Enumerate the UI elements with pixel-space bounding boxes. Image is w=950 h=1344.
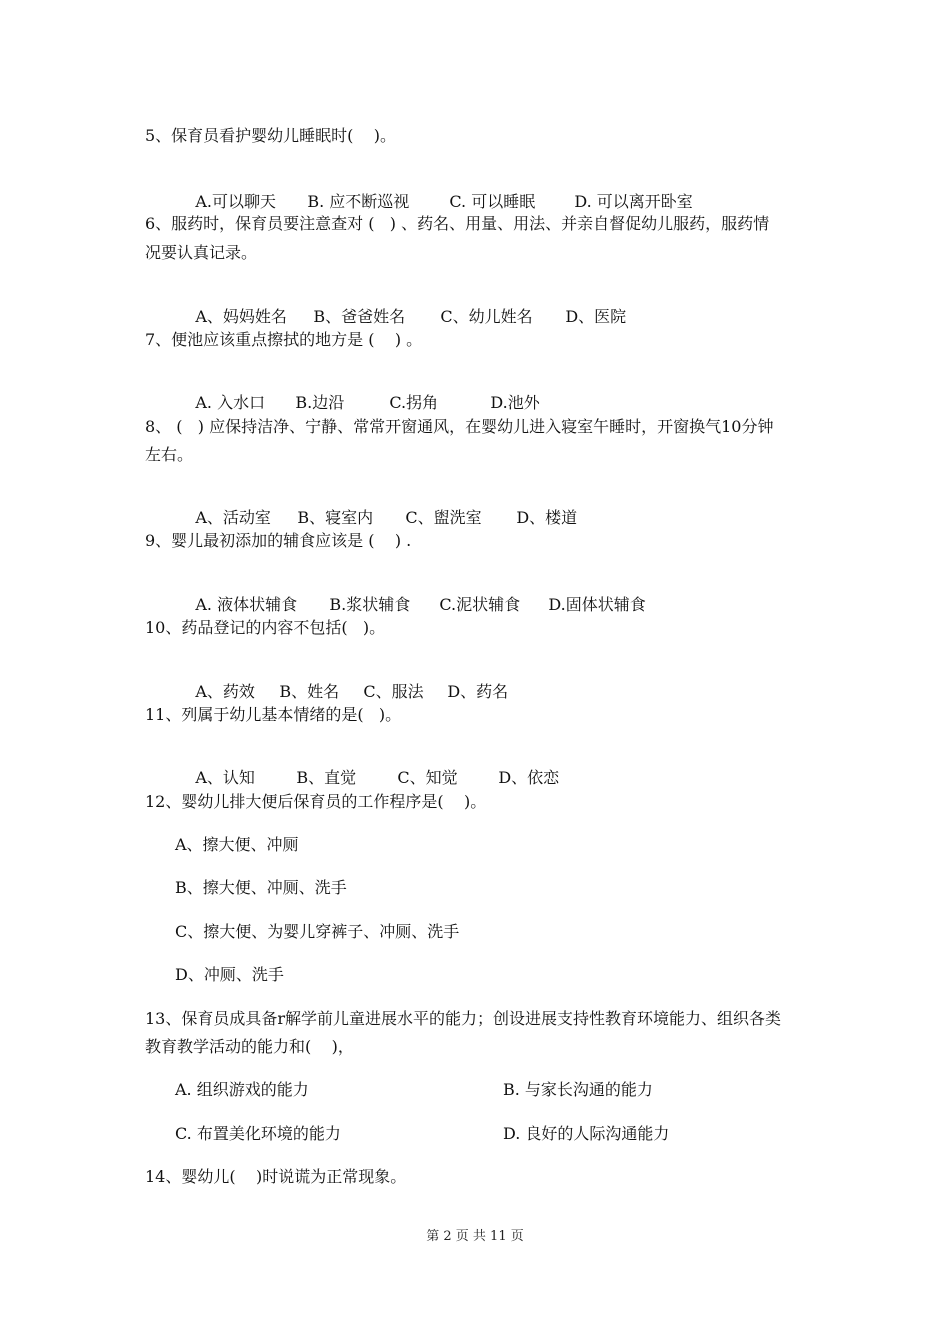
option-b: B、爸爸姓名 xyxy=(313,307,406,326)
question-13-line-1: 13、保育员成具备r解学前儿童进展水平的能力；创设进展支持性教育环境能力、组织各类 xyxy=(145,1009,782,1028)
option-a: A、活动室 xyxy=(195,508,271,527)
option-d: D.固体状辅食 xyxy=(548,595,646,614)
question-13-option-b: B. 与家长沟通的能力 xyxy=(503,1080,653,1099)
option-b: B.边沿 xyxy=(295,393,345,412)
option-d: D、药名 xyxy=(447,682,509,701)
question-6-line-1: 6、服药时，保育员要注意查对 ( ) 、药名、用量、用法、并亲自督促幼儿服药，服药情 xyxy=(145,214,770,233)
question-11: 11、列属于幼儿基本情绪的是( )。 xyxy=(145,705,402,724)
option-d: D、楼道 xyxy=(516,508,578,527)
option-d: D、依恋 xyxy=(498,768,560,787)
option-c: C、服法 xyxy=(363,682,424,701)
question-13-option-c: C. 布置美化环境的能力 xyxy=(175,1124,341,1143)
option-a: A、药效 xyxy=(195,682,255,701)
option-c: C、盥洗室 xyxy=(405,508,482,527)
option-b: B、姓名 xyxy=(279,682,340,701)
question-13-option-a: A. 组织游戏的能力 xyxy=(175,1080,309,1099)
question-13-option-d: D. 良好的人际沟通能力 xyxy=(503,1124,670,1143)
question-12-option-a: A、擦大便、冲厕 xyxy=(175,835,299,854)
option-a: A. 液体状辅食 xyxy=(195,595,298,614)
option-d: D. 可以离开卧室 xyxy=(574,192,693,211)
option-c: C.泥状辅食 xyxy=(439,595,521,614)
question-10: 10、药品登记的内容不包括( )。 xyxy=(145,618,386,637)
question-12-option-c: C、擦大便、为婴儿穿裤子、冲厕、洗手 xyxy=(175,922,460,941)
option-c: C. 可以睡眠 xyxy=(449,192,536,211)
option-c: C、知觉 xyxy=(397,768,458,787)
option-c: C.拐角 xyxy=(389,393,439,412)
question-12-option-b: B、擦大便、冲厕、洗手 xyxy=(175,878,347,897)
question-8-line-2: 左右。 xyxy=(145,445,194,464)
question-5: 5、保育员看护婴幼儿睡眠时( )。 xyxy=(145,126,397,145)
question-7: 7、便池应该重点擦拭的地方是 ( ) 。 xyxy=(145,330,423,349)
question-14: 14、婴幼儿( )时说谎为正常现象。 xyxy=(145,1167,407,1186)
option-a: A、妈妈姓名 xyxy=(195,307,287,326)
option-a: A、认知 xyxy=(195,768,255,787)
option-d: D、医院 xyxy=(565,307,627,326)
option-a: A. 入水口 xyxy=(195,393,266,412)
option-c: C、幼儿姓名 xyxy=(440,307,533,326)
page-footer: 第 2 页 共 11 页 xyxy=(426,1229,524,1244)
question-12: 12、婴幼儿排大便后保育员的工作程序是( )。 xyxy=(145,792,487,811)
option-a: A.可以聊天 xyxy=(195,192,276,211)
question-8-line-1: 8、 ( ) 应保持洁净、宁静、常常开窗通风，在婴幼儿进入寝室午睡时，开窗换气10分钟 xyxy=(145,417,774,436)
option-d: D.池外 xyxy=(490,393,540,412)
question-12-option-d: D、冲厕、洗手 xyxy=(175,965,284,984)
question-9: 9、婴儿最初添加的辅食应该是 ( ) . xyxy=(145,531,412,550)
option-b: B、直觉 xyxy=(296,768,357,787)
option-b: B.浆状辅食 xyxy=(329,595,411,614)
question-13-line-2: 教育教学活动的能力和( )， xyxy=(145,1037,354,1056)
question-6-line-2: 况要认真记录。 xyxy=(145,243,258,262)
option-b: B、寝室内 xyxy=(297,508,374,527)
option-b: B. 应不断巡视 xyxy=(307,192,410,211)
